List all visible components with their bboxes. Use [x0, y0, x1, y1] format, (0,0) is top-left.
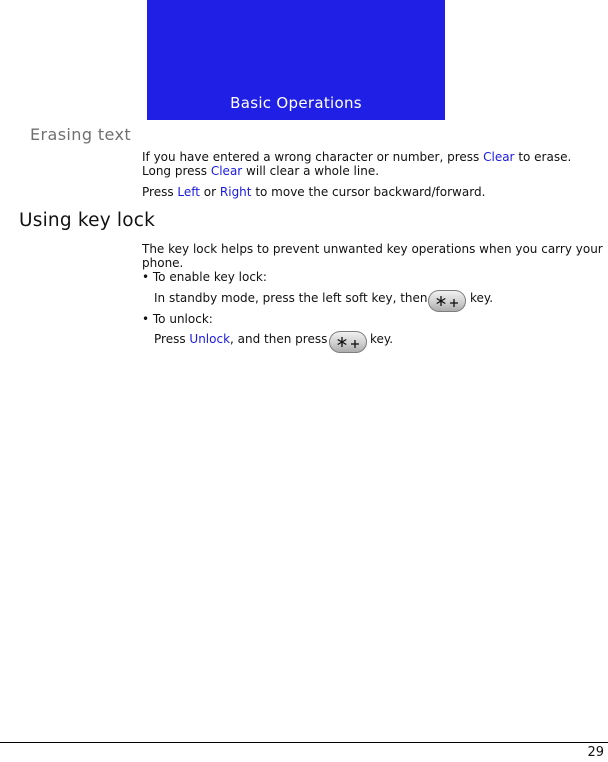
text-run: Press	[142, 185, 178, 199]
text-run: or	[199, 185, 220, 199]
keylock-intro-paragraph: The key lock helps to prevent unwanted key operations when you carry your phone.	[142, 242, 603, 270]
unlock-step-end: key.	[370, 332, 394, 346]
chapter-banner	[147, 0, 445, 120]
erasing-paragraph-2	[142, 185, 604, 199]
keyword-right: Right	[219, 185, 252, 199]
page-number: 29	[587, 745, 604, 760]
erasing-paragraph-1	[142, 150, 604, 178]
keyword-clear: Clear	[210, 164, 243, 178]
star-key-icon	[428, 290, 466, 312]
text-run: to move the cursor backward/forward.	[251, 185, 486, 199]
text-run: Press	[154, 332, 190, 346]
text-run: In standby mode, press the left soft key, then	[154, 291, 428, 305]
text-run: If you have entered a wrong character or number, press	[142, 150, 484, 164]
section-heading-erasing-text: Erasing text	[30, 125, 132, 144]
keyword-unlock: Unlock	[189, 332, 231, 346]
keyword-left: Left	[177, 185, 200, 199]
unlock-step	[154, 332, 327, 346]
enable-key-lock-step	[154, 291, 428, 305]
footer-rule	[0, 742, 608, 743]
text-run: , and then press	[230, 332, 328, 346]
section-heading-using-key-lock: Using key lock	[19, 210, 156, 231]
text-run: to erase. Long press	[142, 150, 572, 178]
text-run: will clear a whole line.	[242, 164, 380, 178]
star-key-icon	[329, 331, 367, 353]
bullet-enable-key-lock: • To enable key lock:	[142, 270, 267, 284]
keyword-clear: Clear	[483, 150, 515, 164]
bullet-unlock: • To unlock:	[142, 312, 213, 326]
enable-key-lock-step-end: key.	[470, 291, 494, 305]
chapter-title: Basic Operations	[230, 94, 362, 112]
